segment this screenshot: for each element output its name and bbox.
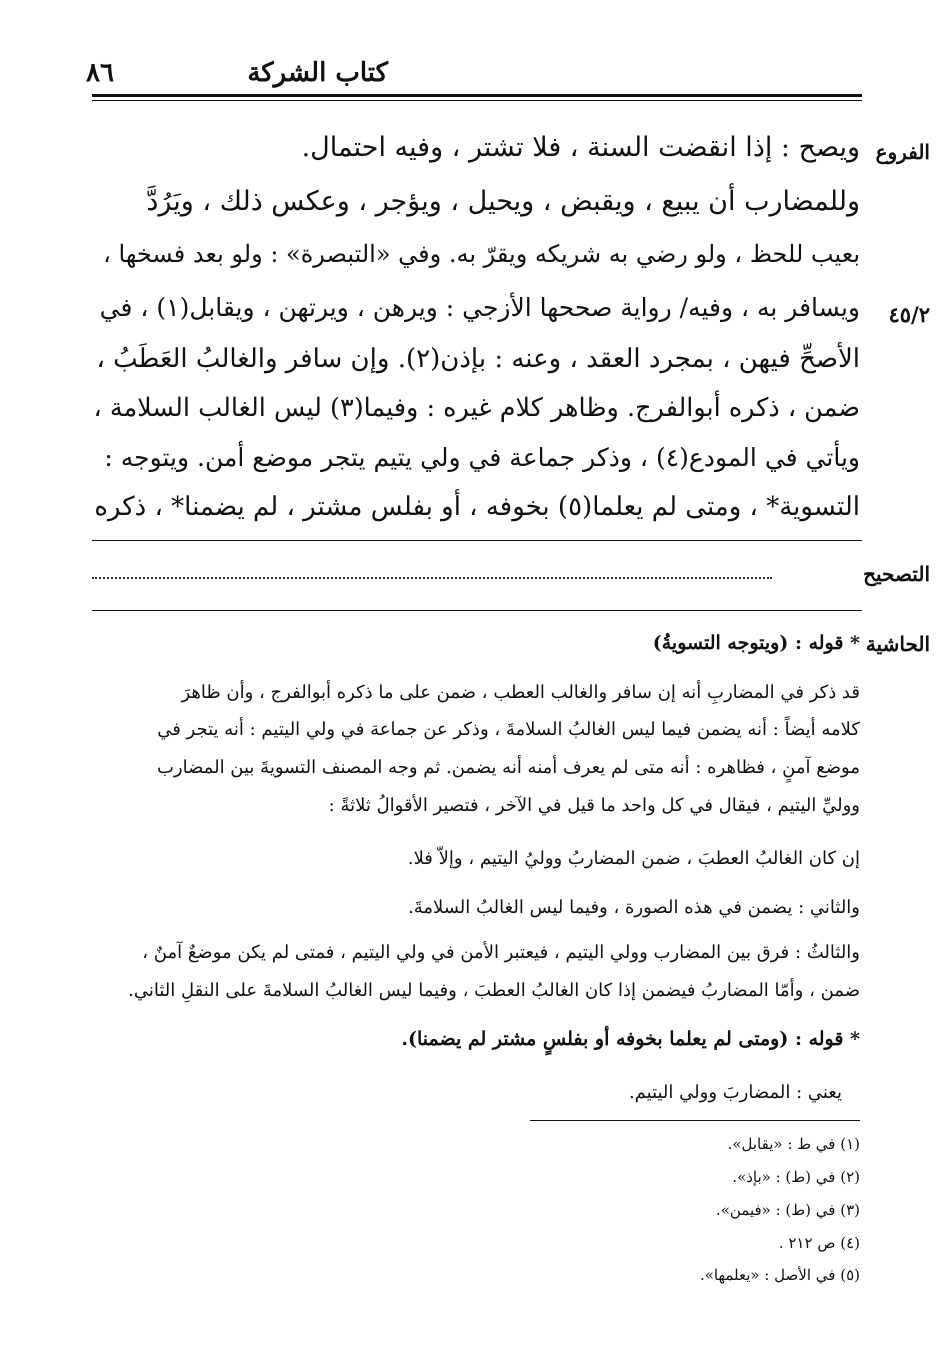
main-text-line: الأصحِّ فيهن ، بمجرد العقد ، وعنه : بإذن(٢). وإن سافر والغالبُ العَطَبُ ، (96, 344, 860, 374)
main-text-line: بعيب للحظ ، ولو رضي به شريكه ويقرّ به. وفي «التبصرة» : ولو بعد فسخها ، (103, 240, 860, 268)
hashia-line: موضع آمنٍ ، فظاهره : أنه متى لم يعرف أمنه أنه يضمن. ثم وجه المصنف التسويةَ بين المضارب (156, 757, 860, 778)
footnote: (٤) ص ٢١٢ . (778, 1234, 860, 1252)
footnote: (١) في ط : «يقابل». (727, 1135, 860, 1153)
running-title: كتاب الشركة (247, 58, 388, 88)
tashih-rule (92, 610, 862, 611)
main-text-line: ويسافر به ، وفيه/ رواية صححها الأزجي : ويرهن ، ويرتهن ، ويقابل(١) ، في (99, 293, 860, 322)
label-tashih: التصحيح (863, 562, 930, 586)
footnote-rule (530, 1120, 860, 1121)
footnote: (٥) في الأصل : «يعلمها». (699, 1266, 860, 1284)
page-number: ٨٦ (86, 58, 114, 88)
main-text-rule (92, 540, 862, 541)
main-text-line: ويأتي في المودع(٤) ، وذكر جماعة في ولي يتيم يتجر موضع أمن. ويتوجه : (104, 443, 860, 472)
hashia-heading: * قوله : (ويتوجه التسويةُ) (652, 632, 860, 654)
margin-reference: ٤٥/٢ (888, 302, 930, 327)
hashia-line: والثالثُ : فرق بين المضارب وولي اليتيم ، فيعتبر الأمن في ولي اليتيم ، فمتى لم يكن موضعٌ آمنٌ ، (142, 942, 860, 963)
hashia-line: يعني : المضاربَ وولي اليتيم. (628, 1082, 842, 1103)
label-hashia: الحاشية (865, 632, 930, 656)
main-text-line: التسوية* ، ومتى لم يعلما(٥) بخوفه ، أو بفلس مشتر ، لم يضمنا* ، ذكره (94, 492, 860, 522)
hashia-line: قد ذكر في المضاربِ أنه إن سافر والغالب العطب ، ضمن على ما ذكره أبوالفرج ، وأن ظاهرَ (181, 682, 860, 703)
footnote: (٢) في (ط) : «بإذ». (732, 1168, 860, 1186)
main-text-line: ويصح : إذا انقضت السنة ، فلا تشتر ، وفيه احتمال. (301, 132, 860, 163)
label-furu: الفروع (875, 140, 930, 164)
hashia-line: والثاني : يضمن في هذه الصورة ، وفيما ليس الغالبُ السلامةَ. (407, 897, 860, 918)
hashia-line: إن كان الغالبُ العطبَ ، ضمن المضاربُ ووليُ اليتيم ، وإلاّ فلا. (407, 848, 860, 869)
tashih-dotted-line (92, 577, 772, 579)
main-text-line: ضمن ، ذكره أبوالفرج. وظاهر كلام غيره : وفيما(٣) ليس الغالب السلامة ، (93, 393, 860, 423)
main-text-line: وللمضارب أن يبيع ، ويقبض ، ويحيل ، ويؤجر ، وعكس ذلك ، ويَرُدَّ (146, 186, 860, 217)
footnote: (٣) في (ط) : «فيمن». (715, 1201, 860, 1219)
hashia-line: كلامه أيضاً : أنه يضمن فيما ليس الغالبُ السلامةَ ، وذكر عن جماعة في ولي اليتيم : أنه يتجر في (157, 719, 860, 740)
header-rule-thin (92, 100, 862, 101)
hashia-heading: * قوله : (ومتى لم يعلما بخوفه أو بفلسٍ مشتر لم يضمنا). (401, 1028, 860, 1050)
hashia-line: ووليِّ اليتيم ، فيقال في كل واحد ما قيل في الآخر ، فتصير الأقوالُ ثلاثةً : (328, 795, 860, 816)
header-rule-thick (92, 94, 862, 97)
hashia-line: ضمن ، وأمّا المضاربُ فيضمن إذا كان الغالبُ العطبَ ، وفيما ليس الغالبُ السلامةَ على النقلِ الثاني. (128, 980, 860, 1001)
